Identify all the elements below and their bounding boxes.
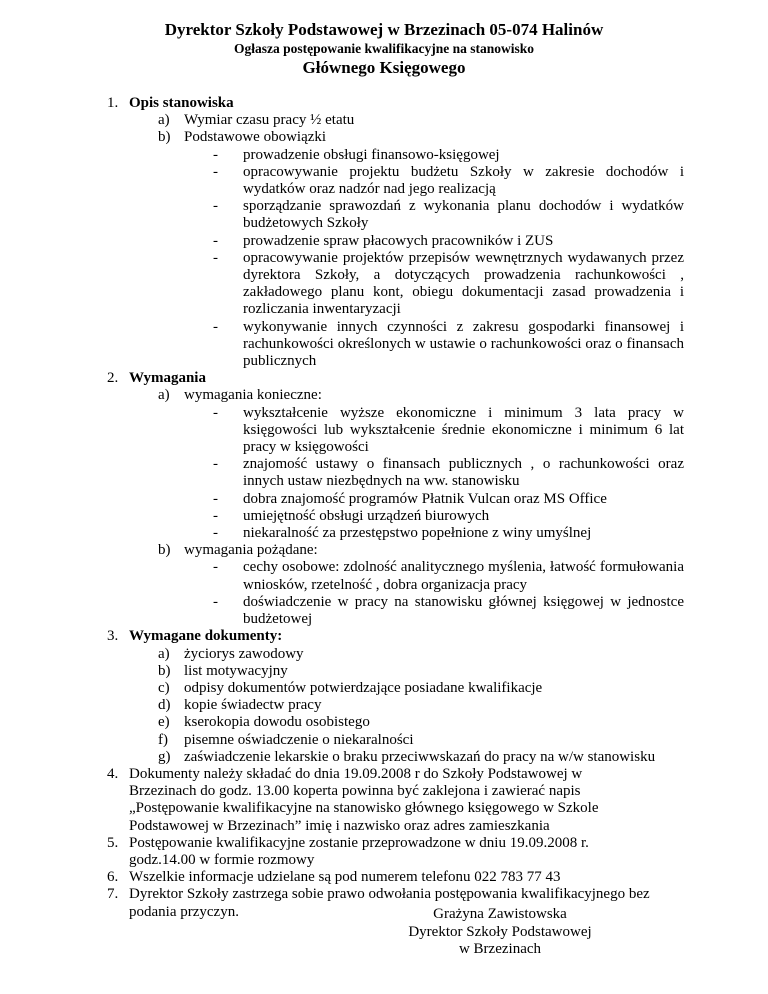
- bullet-dash: -: [213, 318, 218, 335]
- item-number: 4.: [107, 765, 119, 782]
- bullet-dash: -: [213, 507, 218, 524]
- subsection: [0, 646, 684, 663]
- bullet-text: znajomość ustawy o finansach publicznych , o rachunkowości oraz innych ustaw niezbędnych na ww. stanowisku: [243, 456, 684, 490]
- section-title: Wymagania: [129, 370, 206, 387]
- bullet-dash: -: [213, 404, 218, 421]
- item-line: Dokumenty należy składać do dnia 19.09.2008 r do Szkoły Podstawowej w: [129, 765, 583, 782]
- bullet-text: wykształcenie wyższe ekonomiczne i minimum 3 lata pracy w księgowości lub wykształcenie średnie ekonomiczne i minimum 6 lat pracy w księgowości: [243, 404, 684, 456]
- bullet-item: [0, 559, 684, 593]
- bullet-text: wykonywanie innych czynności z zakresu gospodarki finansowej i rachunkowości określonych w ustawie o rachunkowości oraz o finansach publicznych: [243, 318, 684, 370]
- signature-block: [378, 906, 622, 959]
- section-3: [0, 628, 669, 645]
- subsection-letter: a): [158, 387, 170, 404]
- bullet-item: [0, 456, 684, 490]
- subsection: [0, 112, 684, 129]
- bullet-text: niekaralność za przestępstwo popełnione z winy umyślnej: [243, 525, 592, 542]
- section-number: 1.: [107, 95, 119, 111]
- section-2: [0, 370, 669, 387]
- bullet-item: [0, 319, 684, 371]
- bullet-item: [0, 491, 684, 508]
- subsection-letter: a): [158, 645, 170, 662]
- bullet-item: [0, 525, 684, 542]
- bullet-item: [0, 147, 684, 164]
- subsection-text: wymagania konieczne:: [184, 387, 322, 404]
- bullet-text: dobra znajomość programów Płatnik Vulcan oraz MS Office: [243, 490, 607, 507]
- subsection-text: kserokopia dowodu osobistego: [184, 714, 370, 731]
- subsection: [0, 387, 684, 404]
- subsection-letter: e): [158, 714, 170, 731]
- bullet-dash: -: [213, 490, 218, 507]
- subsection-text: pisemne oświadczenie o niekaralności: [184, 731, 414, 748]
- subsection: [0, 663, 684, 680]
- bullet-item: [0, 405, 684, 457]
- item-line: podania przyczyn.: [129, 903, 239, 920]
- item-line: Dyrektor Szkoły zastrzega sobie prawo odwołania postępowania kwalifikacyjnego bez: [129, 886, 650, 903]
- bullet-dash: -: [213, 593, 218, 610]
- subsection-letter: g): [158, 748, 171, 765]
- bullet-text: opracowywanie projektu budżetu Szkoły w zakresie dochodów i wydatków oraz nadzór nad jego realizacją: [243, 163, 684, 198]
- item-number: 7.: [107, 886, 119, 903]
- bullet-dash: -: [213, 198, 218, 215]
- subsection-text: Podstawowe obowiązki: [184, 129, 327, 146]
- subsection-letter: b): [158, 662, 171, 679]
- subsection-letter: b): [158, 542, 171, 559]
- subsection-text: życiorys zawodowy: [184, 645, 304, 662]
- subsection-letter: f): [158, 731, 168, 748]
- bullet-dash: -: [213, 232, 218, 249]
- subsection-text: kopie świadectw pracy: [184, 697, 322, 714]
- bullet-text: umiejętność obsługi urządzeń biurowych: [243, 507, 490, 524]
- signature-place: w Brzezinach: [458, 941, 542, 957]
- item-6: [0, 869, 669, 886]
- subsection: [0, 697, 684, 714]
- section-number: 3.: [107, 628, 119, 645]
- section-title: Opis stanowiska: [129, 95, 234, 111]
- subsection: [0, 542, 684, 559]
- subsection-letter: c): [158, 679, 170, 696]
- bullet-dash: -: [213, 525, 218, 542]
- signature-title: Dyrektor Szkoły Podstawowej: [408, 923, 592, 940]
- bullet-item: [0, 233, 684, 250]
- subsection-letter: a): [158, 112, 170, 129]
- bullet-text: prowadzenie obsługi finansowo-księgowej: [243, 146, 500, 163]
- bullet-text: opracowywanie projektów przepisów wewnętrznych wydawanych przez dyrektora Szkoły, a dotyczących prowadzenia rachunkowości , zakładowego planu kont, obiegu dokumentacji zasad prowadzenia i rozliczania inwentaryzacji: [243, 249, 684, 318]
- bullet-text: doświadczenie w pracy na stanowisku głównej księgowej w jednostce budżetowej: [243, 593, 684, 628]
- bullet-item: [0, 164, 684, 198]
- subsection-text: Wymiar czasu pracy ½ etatu: [184, 112, 355, 129]
- bullet-text: sporządzanie sprawozdań z wykonania planu dochodów i wydatków budżetowych Szkoły: [243, 198, 684, 232]
- item-5: [0, 835, 669, 869]
- subsection: [0, 680, 684, 697]
- item-line: godz.14.00 w formie rozmowy: [129, 851, 315, 868]
- item-number: 5.: [107, 834, 119, 851]
- item-line: Brzezinach do godz. 13.00 koperta powinna być zaklejona i zawierać napis: [129, 783, 581, 800]
- item-4: [0, 766, 669, 835]
- bullet-item: [0, 508, 684, 525]
- item-line: Podstawowej w Brzezinach” imię i nazwisko oraz adres zamieszkania: [129, 817, 550, 834]
- bullet-item: [0, 198, 684, 232]
- bullet-dash: -: [213, 559, 218, 576]
- bullet-text: prowadzenie spraw płacowych pracowników i ZUS: [243, 232, 554, 249]
- subsection: [0, 732, 684, 749]
- section-title: Wymagane dokumenty:: [129, 628, 283, 645]
- bullet-item: [0, 250, 684, 319]
- subsection-text: list motywacyjny: [184, 662, 288, 679]
- signature-name: Grażyna Zawistowska: [433, 906, 567, 922]
- bullet-text: cechy osobowe: zdolność analitycznego myślenia, łatwość formułowania wniosków, rzetelność , dobra organizacja pracy: [243, 559, 684, 593]
- bullet-dash: -: [213, 249, 218, 266]
- item-line: Wszelkie informacje udzielane są pod numerem telefonu 022 783 77 43: [129, 869, 561, 886]
- position-title: Głównego Księgowego: [302, 58, 466, 77]
- subsection-letter: d): [158, 697, 171, 714]
- subsection-text: wymagania pożądane:: [184, 542, 318, 559]
- subsection-letter: b): [158, 129, 171, 146]
- item-line: Postępowanie kwalifikacyjne zostanie przeprowadzone w dniu 19.09.2008 r.: [129, 834, 589, 851]
- item-line: „Postępowanie kwalifikacyjne na stanowisko głównego księgowego w Szkole: [129, 800, 599, 817]
- item-number: 6.: [107, 869, 119, 886]
- bullet-dash: -: [213, 163, 218, 180]
- section-1: [0, 95, 669, 112]
- subsection: [0, 129, 684, 146]
- bullet-item: [0, 594, 684, 628]
- bullet-dash: -: [213, 456, 218, 473]
- header-subtitle: Ogłasza postępowanie kwalifikacyjne na stanowisko: [233, 41, 535, 56]
- subsection-text: odpisy dokumentów potwierdzające posiadane kwalifikacje: [184, 679, 543, 696]
- bullet-dash: -: [213, 146, 218, 163]
- subsection-text: zaświadczenie lekarskie o braku przeciwwskazań do pracy na w/w stanowisku: [184, 748, 656, 765]
- announcement-body: [0, 95, 768, 921]
- subsection: [0, 749, 684, 766]
- header-title: Dyrektor Szkoły Podstawowej w Brzezinach 05-074 Halinów: [164, 20, 604, 39]
- section-number: 2.: [107, 370, 119, 387]
- subsection: [0, 714, 684, 731]
